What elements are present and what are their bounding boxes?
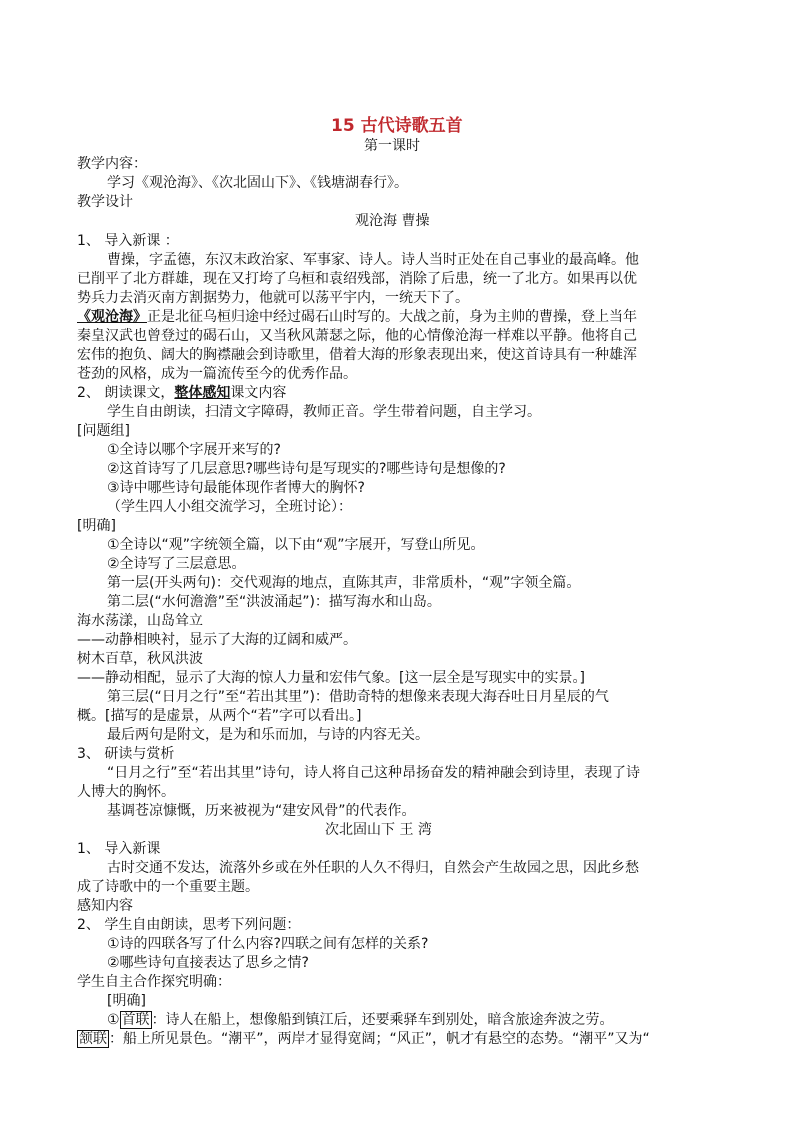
text-line: ②这首诗写了几层意思?哪些诗句是写现实的?哪些诗句是想像的? — [107, 461, 506, 477]
text-line: 已削平了北方群雄，现在又打垮了乌桓和袁绍残部，消除了后患，统一了北方。如果再以优 — [77, 271, 637, 287]
text-line: 学习《观沧海》、《次北固山下》、《钱塘湖春行》。 — [107, 175, 408, 191]
poem-title-mark: 《观沧海》 — [77, 309, 147, 325]
text-line: ③诗中哪些诗句最能体现作者博大的胸怀? — [107, 480, 365, 496]
text-line: ②全诗写了三层意思。 — [107, 556, 246, 572]
text-line: 2、 朗读课文，整体感知课文内容 — [77, 385, 287, 401]
text-line: 成了诗歌中的一个重要主题。 — [77, 879, 259, 895]
text-line: 第一层(开头两句)：交代观海的地点，直陈其声，非常质朴，“观”字领全篇。 — [107, 575, 581, 591]
lesson-subtitle: 第一课时 — [364, 138, 420, 154]
text-line: 概。[描写的是虚景，从两个“若”字可以看出。] — [77, 708, 362, 724]
boxed-term: 首联 — [121, 1012, 150, 1028]
section-heading: 次北固山下 王 湾 — [325, 822, 432, 838]
text-line: ②哪些诗句直接表达了思乡之情? — [107, 955, 309, 971]
text-line: 教学内容： — [77, 156, 147, 172]
text-line: 基调苍凉慷慨，历来被视为“建安风骨”的代表作。 — [107, 803, 416, 819]
text-line: 苍劲的风格，成为一篇流传至今的优秀作品。 — [77, 366, 357, 382]
text-line: [问题组] — [77, 423, 130, 439]
text-line: ①诗的四联各写了什么内容?四联之间有怎样的关系? — [107, 936, 429, 952]
text-line: 秦皇汉武也曾登过的碣石山，又当秋风萧瑟之际，他的心情像沧海一样难以平静。他将自己 — [77, 328, 637, 344]
boxed-term: 颔联 — [79, 1031, 107, 1047]
text-line: 第二层(“水何澹澹”至“洪波涌起”)：描写海水和山岛。 — [107, 594, 441, 610]
text-line: 曹操，字孟德，东汉末政治家、军事家、诗人。诗人当时正处在自己事业的最高峰。他 — [107, 252, 639, 268]
text-line: 2、 学生自由朗读，思考下列问题： — [77, 917, 301, 933]
text-line: 教学设计 — [77, 194, 133, 210]
text-line: 3、 研读与赏析 — [77, 746, 175, 762]
text-line: 树木百草，秋风洪波 — [77, 651, 203, 667]
text-line: 1、 导入新课 ： — [77, 233, 179, 249]
text-line: 古时交通不发达，流落外乡或在外任职的人久不得归，自然会产生故园之思，因此乡愁 — [107, 860, 639, 876]
lesson-title: 15 古代诗歌五首 — [331, 116, 463, 136]
text-line: 最后两句是附文，是为和乐而加，与诗的内容无关。 — [107, 727, 429, 743]
text-line: [明确] — [77, 518, 116, 534]
text-line: 势兵力去消灭南方割据势力，他就可以荡平宇内，一统天下了。 — [77, 290, 469, 306]
text-line: ①全诗以哪个字展开来写的? — [107, 442, 281, 458]
text-line: 海水荡漾，山岛耸立 — [77, 613, 203, 629]
text-line: 颔联 ：船上所见景色。“潮平”，两岸才显得宽阔；“风正”，帆才有悬空的态势。“潮平”又为“ — [79, 1031, 650, 1047]
text-line: （学生四人小组交流学习，全班讨论）： — [107, 499, 352, 515]
text-line: 《观沧海》正是北征乌桓归途中经过碣石山时写的。大战之前，身为主帅的曹操，登上当年 — [77, 309, 637, 325]
text-line: 人博大的胸怀。 — [77, 784, 175, 800]
text-line: 学生自主合作探究明确： — [77, 974, 231, 990]
text-line: 第三层(“日月之行”至“若出其里”)：借助奇特的想像来表现大海吞吐日月星辰的气 — [107, 689, 609, 705]
emphasis-mark: 整体感知 — [174, 385, 231, 401]
section-heading: 观沧海 曹操 — [355, 213, 430, 229]
text-line: 1、 导入新课 — [77, 841, 161, 857]
text-line: ①全诗以“观”字统领全篇，以下由“观”字展开，写登山所见。 — [107, 537, 485, 553]
text-line: [明确] — [107, 993, 146, 1009]
text-line: “日月之行”至“若出其里”诗句，诗人将自己这种昂扬奋发的精神融会到诗里，表现了诗 — [107, 765, 641, 781]
text-line: ① 首联 ：诗人在船上，想像船到镇江后，还要乘驿车到别处，暗含旅途奔波之劳。 — [107, 1012, 614, 1028]
text-line: ——动静相映衬，显示了大海的辽阔和威严。 — [77, 632, 357, 648]
text-line: 宏伟的抱负、阔大的胸襟融会到诗歌里，借着大海的形象表现出来，使这首诗具有一种雄浑 — [77, 347, 637, 363]
text-line: 学生自由朗读，扫清文字障碍，教师正音。学生带着问题，自主学习。 — [107, 404, 541, 420]
text-line: 感知内容 — [77, 898, 133, 914]
text-line: ——静动相配，显示了大海的惊人力量和宏伟气象。[这一层全是写现实中的实景。] — [77, 670, 585, 686]
